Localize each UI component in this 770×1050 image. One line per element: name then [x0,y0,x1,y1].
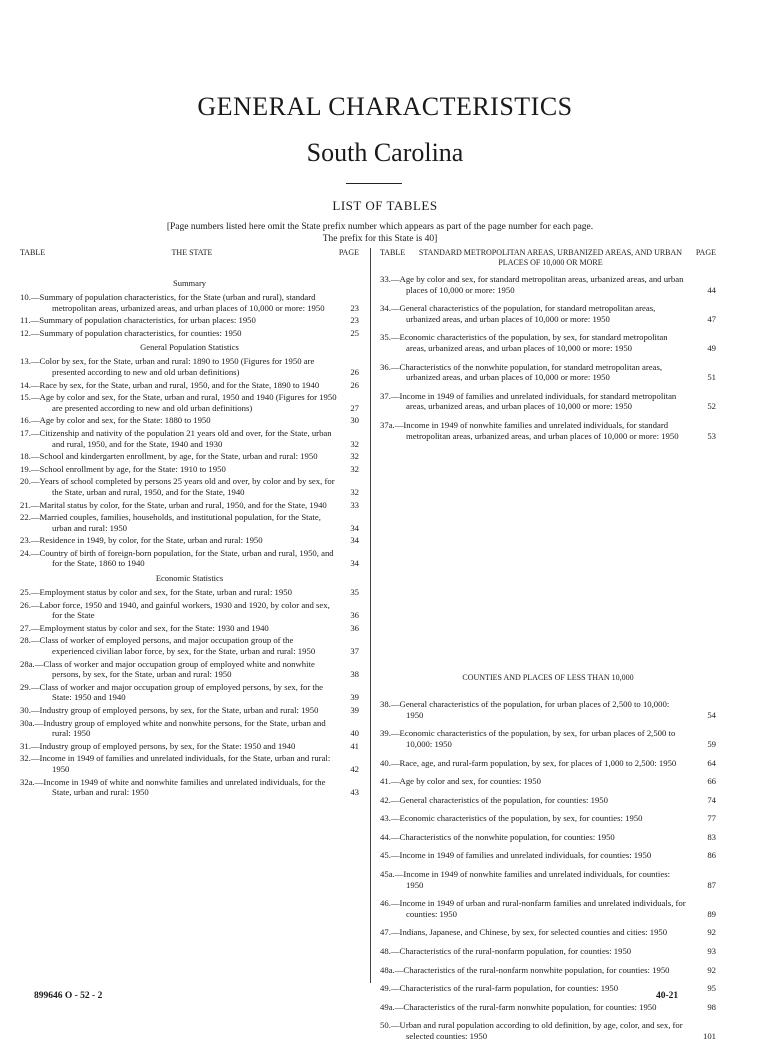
table-list-entry [20,705,359,716]
entry-page: 40 [350,728,359,739]
entry-title: 10.—Summary of population characteristics, for the State (urban and rural), standard metropolitan areas, urbanized areas, and urban places of 10,000 or more: 1950 [20,292,325,313]
entry-title: 46.—Income in 1949 of urban and rural-nonfarm families and unrelated individuals, for counties: 1950 [380,898,686,919]
entry-title: 24.—Country of birth of foreign-born population, for the State, urban and rural, 1950, and for the State, 1860 to 1940 [20,547,334,569]
entry-page: 32 [350,451,359,462]
entry-page: 37 [350,646,359,657]
entry-title: 18.—School and kindergarten enrollment, by age, for the State, urban and rural: 1950 [20,451,318,462]
entry-title: 41.—Age by color and sex, for counties: 1950 [380,776,541,787]
table-header-label: TABLE [20,248,46,257]
table-list-entry [380,332,716,353]
entry-title: 30a.—Industry group of employed white and nonwhite persons, for the State, urban and rural: 1950 [20,717,326,739]
table-list-entry [20,741,359,752]
page-title: GENERAL CHARACTERISTICS [197,92,573,121]
entry-page: 52 [707,401,716,412]
entry-title: 22.—Married couples, families, households, and institutional population, for the State, urban and rural: 1950 [20,512,321,533]
table-list-entry [380,758,716,769]
table-list-entry [20,777,359,798]
entry-page: 26 [350,366,359,377]
entry-page: 51 [707,372,716,383]
entry-page: 30 [350,415,359,426]
table-list-entry [380,699,716,720]
table-list-entry [380,274,716,295]
entry-title: 15.—Age by color and sex, for the State, urban and rural, 1950 and 1940 (Figures for 1950 are presented according to new and old urban definitions) [20,392,337,413]
state-name: South Carolina [306,138,464,167]
table-list-entry [380,898,716,919]
right-column [380,248,716,1050]
entry-page: 47 [707,313,716,324]
entry-page: 34 [350,558,359,569]
entry-title: 28.—Class of worker of employed persons, and major occupation group of the experienced civilian labor force, by sex, for the State, urban and rural: 1950 [20,635,316,657]
section-header: STANDARD METROPOLITAN AREAS, URBANIZED AREAS, AND URBAN PLACES OF 10,000 OR MORE [418,248,683,267]
entry-title: 33.—Age by color and sex, for standard metropolitan areas, urbanized areas, and urban places of 10,000 or more: 1950 [380,274,684,295]
entry-page: 34 [350,535,359,546]
table-list-entry [380,391,716,412]
entry-title: 19.—School enrollment by age, for the State: 1910 to 1950 [20,463,226,474]
table-list-entry [20,753,359,774]
entry-title: 49.—Characteristics of the rural-farm population, for counties: 1950 [380,983,619,994]
entry-page: 49 [707,342,716,353]
entry-page: 101 [702,1031,716,1041]
subsection-heading: Economic Statistics [155,573,224,584]
subsection-heading: General Population Statistics [140,342,239,353]
entry-title: 42.—General characteristics of the population, for counties: 1950 [380,794,608,805]
table-list-entry [380,813,716,824]
table-list-entry [380,776,716,787]
table-list-entry [20,500,359,511]
entry-title: 16.—Age by color and sex, for the State: 1880 to 1950 [20,415,211,426]
entry-page: 59 [707,738,716,749]
entry-title: 48a.—Characteristics of the rural-nonfarm nonwhite population, for counties: 1950 [380,964,670,975]
entry-title: 50.—Urban and rural population according to old definition, by age, color, and sex, for selected counties: 1950 [380,1020,683,1041]
table-list-entry [20,392,359,413]
entry-title: 27.—Employment status by color and sex, for the State: 1930 and 1940 [20,622,269,633]
entry-title: 43.—Economic characteristics of the population, by sex, for counties: 1950 [380,813,643,824]
entry-page: 54 [707,709,716,720]
table-list-entry [20,415,359,426]
entry-title: 17.—Citizenship and nativity of the population 21 years old and over, for the State, urban and rural, 1950, and for the State, 1940 and 1930 [20,427,332,449]
table-list-entry [20,659,359,680]
entry-title: 38.—General characteristics of the population, for urban places of 2,500 to 10,000: 1950 [380,699,670,720]
entry-title: 40.—Race, age, and rural-farm population, by sex, for places of 1,000 to 2,500: 1950 [380,757,677,768]
entry-title: 44.—Characteristics of the nonwhite population, for counties: 1950 [380,831,615,842]
entry-title: 35.—Economic characteristics of the population, by sex, for standard metropolitan areas, urbanized areas, and urban places of 10,000 or more: 1950 [380,332,668,353]
entry-title: 11.—Summary of population characteristics, for urban places: 1950 [20,315,256,326]
table-list-entry [20,464,359,475]
entry-page: 44 [707,284,716,295]
entry-page: 36 [350,622,359,633]
entry-page: 86 [707,850,716,861]
entry-title: 34.—General characteristics of the population, for standard metropolitan areas, urbanized areas, and urban places of 10,000 or more: 1950 [380,303,656,324]
entry-page: 32 [350,486,359,497]
table-list-entry [20,587,359,598]
entry-title: 48.—Characteristics of the rural-nonfarm population, for counties: 1950 [380,946,632,957]
entry-page: 95 [707,983,716,994]
entry-page: 42 [350,763,359,774]
prefix-note-line-2: The prefix for this State is 40] [322,234,438,244]
table-list-entry [20,682,359,703]
table-list-entry [380,869,716,890]
entry-title: 45.—Income in 1949 of families and unrelated individuals, for counties: 1950 [380,850,652,861]
table-list-entry [20,600,359,621]
entry-page: 66 [707,776,716,787]
table-list-entry [20,512,359,533]
list-title: LIST OF TABLES [332,198,438,213]
entry-page: 32 [350,463,359,474]
entry-title: 47.—Indians, Japanese, and Chinese, by sex, for selected counties and cities: 1950 [380,927,668,938]
entry-page: 26 [350,379,359,390]
table-list-entry [380,420,716,441]
table-list-entry [20,356,359,377]
entry-page: 89 [707,908,716,919]
table-list-entry [20,623,359,634]
entry-title: 23.—Residence in 1949, by color, for the State, urban and rural: 1950 [20,535,263,546]
entry-title: 30.—Industry group of employed persons, by sex, for the State, urban and rural: 1950 [20,705,319,715]
entry-page: 83 [707,831,716,842]
table-list-entry [20,328,359,339]
title-rule [346,183,402,184]
table-list-entry [20,635,359,656]
entry-page: 77 [707,813,716,824]
entry-title: 49a.—Characteristics of the rural-farm nonwhite population, for counties: 1950 [380,1001,657,1012]
page-header-label: PAGE [695,248,716,257]
entry-title: 36.—Characteristics of the nonwhite population, for standard metropolitan areas, urbanized areas, and urban places of 10,000 or more: 1950 [380,361,663,383]
entry-title: 32.—Income in 1949 of families and unrelated individuals, for the State, urban and rural: 1950 [20,753,331,774]
entry-title: 31.—Industry group of employed persons, by sex, for the State: 1950 and 1940 [20,740,296,751]
table-list-entry [380,1002,716,1013]
table-list-entry [20,451,359,462]
subsection-heading: COUNTIES AND PLACES OF LESS THAN 10,000 [462,673,634,683]
table-list-entry [380,965,716,976]
entry-title: 26.—Labor force, 1950 and 1940, and gainful workers, 1930 and 1920, by color and sex, for the State [20,599,330,621]
entry-title: 28a.—Class of worker and major occupation group of employed white and nonwhite persons, by sex, for the State, urban and rural: 1950 [20,658,315,680]
entry-title: 14.—Race by sex, for the State, urban and rural, 1950, and for the State, 1890 to 1940 [20,379,320,390]
entry-page: 35 [350,587,359,598]
table-list-entry [380,728,716,749]
table-list-entry [380,303,716,324]
table-list-entry [380,795,716,806]
table-list-entry [20,718,359,739]
page-number: 40-21 [656,991,679,1001]
page-header-label: PAGE [338,248,359,257]
table-list-entry [380,832,716,843]
entry-title: 21.—Marital status by color, for the State, urban and rural, 1950, and for the State, 1940 [20,499,327,510]
entry-page: 23 [350,302,359,313]
entry-page: 41 [350,740,359,751]
subsection-heading: Summary [172,278,207,288]
entry-title: 45a.—Income in 1949 of nonwhite families and unrelated individuals, for counties: 1950 [380,869,670,890]
table-list-entry [20,535,359,546]
prefix-note-line-1: [Page numbers listed here omit the State prefix number which appears as part of the page number for each page. [166,222,594,232]
entry-page: 34 [350,522,359,533]
entry-page: 43 [350,787,359,798]
left-column [20,248,359,800]
entry-page: 25 [350,327,359,338]
entry-page: 74 [707,794,716,805]
entry-title: 12.—Summary of population characteristics, for counties: 1950 [20,327,242,338]
entry-page: 39 [350,705,359,715]
table-list-entry [20,315,359,326]
print-code: 899646 O - 52 - 2 [34,991,103,1001]
entry-page: 38 [350,669,359,680]
entry-title: 32a.—Income in 1949 of white and nonwhite families and unrelated individuals, for the State, urban and rural: 1950 [20,776,326,798]
entry-title: 13.—Color by sex, for the State, urban and rural: 1890 to 1950 (Figures for 1950 are presented according to new and old urban definitions) [20,356,315,377]
entry-title: 37a.—Income in 1949 of nonwhite families and unrelated individuals, for standard metropolitan areas, urbanized areas, and urban places of 10,000 or more: 1950 [380,419,679,441]
table-list-entry [20,476,359,497]
entry-title: 20.—Years of school completed by persons 25 years old and over, by color and by sex, for the State, urban and rural, 1950, and for the State, 1940 [20,476,335,497]
table-list-entry [20,380,359,391]
entry-page: 93 [707,946,716,957]
section-header: THE STATE [171,248,213,257]
entry-page: 23 [350,315,359,326]
table-list-entry [380,362,716,383]
entry-title: 37.—Income in 1949 of families and unrelated individuals, for standard metropolitan areas, urbanized areas, and urban places of 10,000 or more: 1950 [380,390,677,412]
entry-page: 39 [350,692,359,703]
table-list-entry [380,927,716,938]
entry-page: 64 [707,757,716,768]
entry-title: 29.—Class of worker and major occupation group of employed persons, by sex, for the State: 1950 and 1940 [20,681,324,703]
table-list-entry [380,850,716,861]
entry-title: 25.—Employment status by color and sex, for the State, urban and rural: 1950 [20,587,292,598]
entry-page: 92 [707,964,716,975]
table-header-label: TABLE [380,248,406,257]
table-list-entry [20,428,359,449]
entry-page: 32 [350,438,359,449]
entry-page: 27 [350,402,359,413]
table-list-entry [20,548,359,569]
entry-page: 33 [350,499,359,510]
entry-page: 53 [707,430,716,441]
left-column-header [20,248,359,274]
right-column-header [380,248,716,274]
entry-page: 98 [707,1001,716,1012]
column-divider [370,248,371,983]
entry-title: 39.—Economic characteristics of the population, by sex, for urban places of 2,500 to 10,000: 1950 [380,728,676,749]
table-list-entry [380,946,716,957]
entry-page: 36 [350,610,359,621]
entry-page: 87 [707,879,716,890]
table-list-entry [20,292,359,313]
entry-page: 92 [707,927,716,938]
